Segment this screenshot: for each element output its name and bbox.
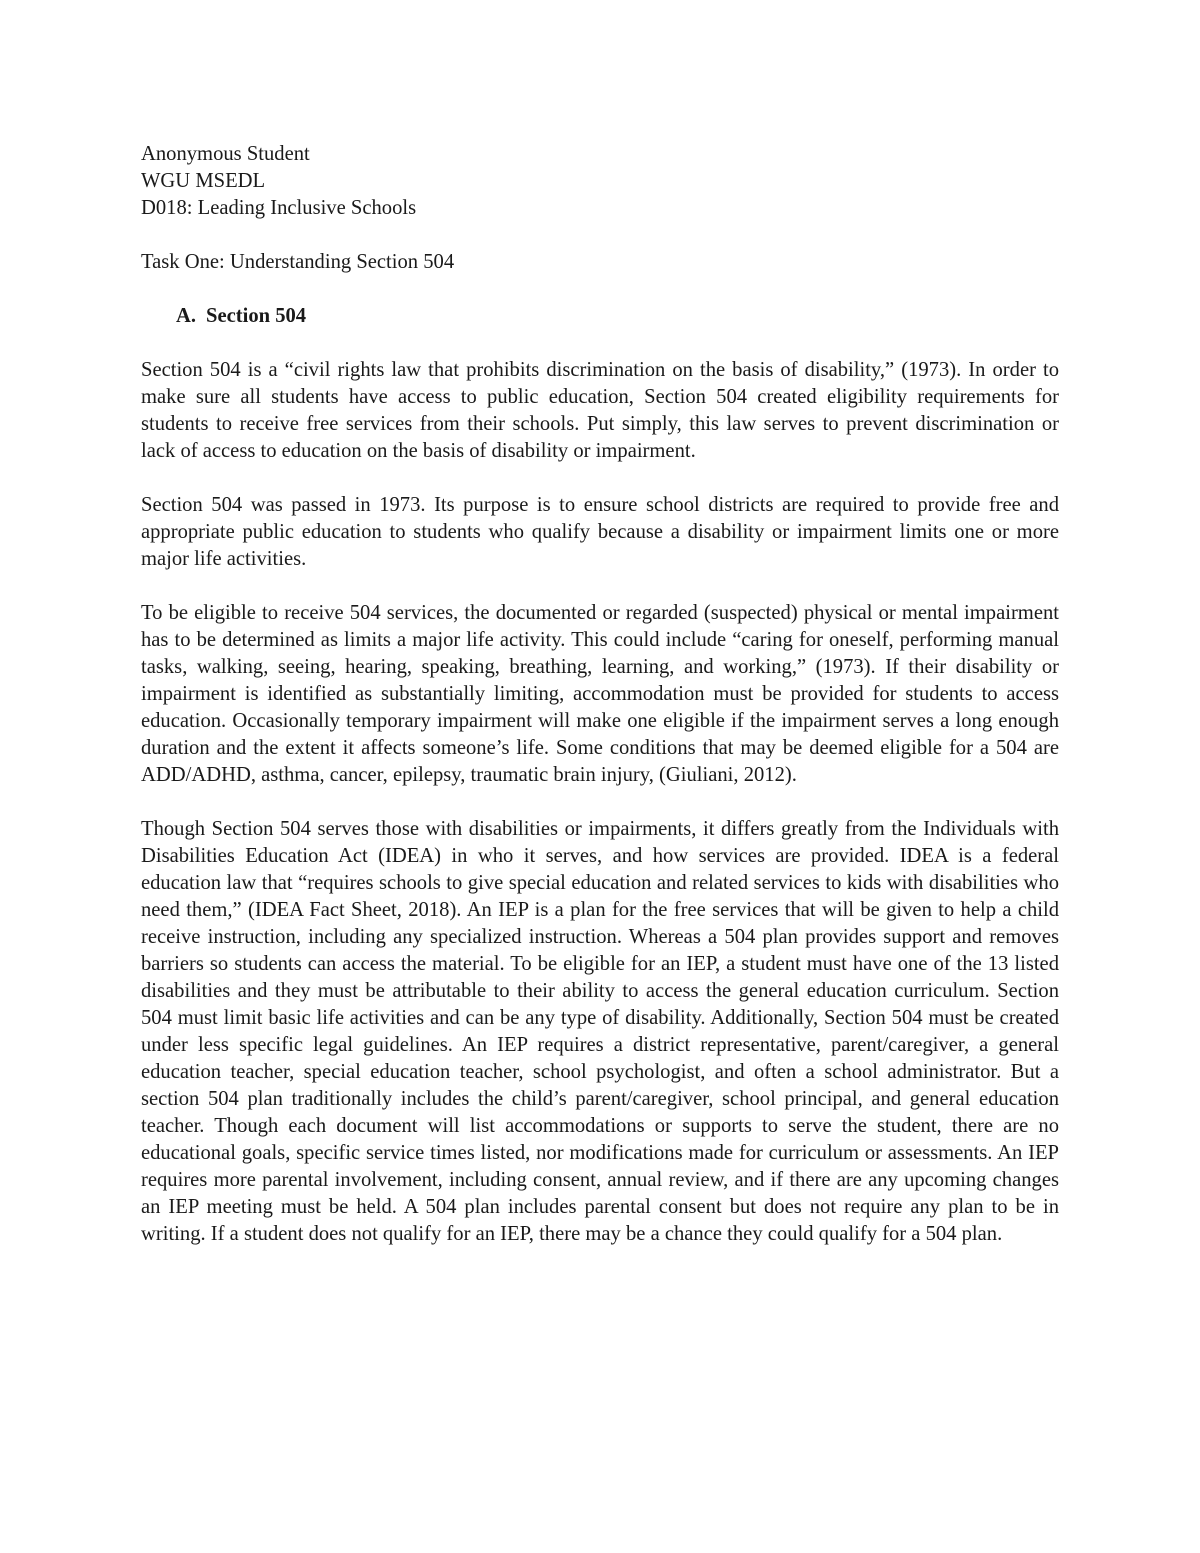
section-heading xyxy=(141,303,1059,330)
section-title: Section 504 xyxy=(206,305,307,327)
paragraph-definition: Section 504 is a “civil rights law that prohibits discrimination on the basis of disability,” (1973). In order to make sure all students have access to public education, Section 504 created eligibility requirements for students to receive free services from their schools. Put simply, this law serves to prevent discrimination or lack of access to education on the basis of disability or impairment. xyxy=(141,359,1059,462)
spacer xyxy=(141,222,1059,249)
spacer xyxy=(141,276,1059,303)
document-page xyxy=(141,141,1059,1248)
program-name: WGU MSEDL xyxy=(141,170,266,192)
spacer xyxy=(141,330,1059,357)
spacer xyxy=(141,789,1059,816)
section-marker: A. xyxy=(176,305,197,327)
paragraph-eligibility: To be eligible to receive 504 services, the documented or regarded (suspected) physical or mental impairment has to be determined as limits a major life activity. This could include “caring for oneself, performing manual tasks, walking, seeing, hearing, speaking, breathing, learning, and working,” (1973). If their disability or impairment is identified as substantially limiting, accommodation must be provided for students to access education. Occasionally temporary impairment will make one eligible if the impairment serves a long enough duration and the extent it affects someone’s life. Some conditions that may be deemed eligible for a 504 are ADD/ADHD, asthma, cancer, epilepsy, traumatic brain injury, (Giuliani, 2012). xyxy=(141,602,1059,786)
author-name: Anonymous Student xyxy=(141,143,310,165)
spacer xyxy=(141,573,1059,600)
paragraph-comparison: Though Section 504 serves those with disabilities or impairments, it differs greatly from the Individuals with Disabilities Education Act (IDEA) in who it serves, and how services are provided. IDEA is a federal education law that “requires schools to give special education and related services to kids with disabilities who need them,” (IDEA Fact Sheet, 2018). An IEP is a plan for the free services that will be given to help a child receive instruction, including any specialized instruction. Whereas a 504 plan provides support and removes barriers so students can access the material. To be eligible for an IEP, a student must have one of the 13 listed disabilities and they must be attributable to their ability to access the general education curriculum. Section 504 must limit basic life activities and can be any type of disability. Additionally, Section 504 must be created under less specific legal guidelines. An IEP requires a district representative, parent/caregiver, a general education teacher, special education teacher, school psychologist, and often a school administrator. But a section 504 plan traditionally includes the child’s parent/caregiver, school principal, and general education teacher. Though each document will list accommodations or supports to serve the student, there are no educational goals, specific service times listed, nor modifications made for curriculum or assessments. An IEP requires more parental involvement, including consent, annual review, and if there are any upcoming changes an IEP meeting must be held. A 504 plan includes parental consent but does not require any plan to be in writing. If a student does not qualify for an IEP, there may be a chance they could qualify for a 504 plan. xyxy=(141,818,1059,1245)
task-title: Task One: Understanding Section 504 xyxy=(141,251,455,273)
spacer xyxy=(141,465,1059,492)
course-name: D018: Leading Inclusive Schools xyxy=(141,197,417,219)
paragraph-purpose: Section 504 was passed in 1973. Its purpose is to ensure school districts are required to provide free and appropriate public education to students who qualify because a disability or impairment limits one or more major life activities. xyxy=(141,494,1059,570)
